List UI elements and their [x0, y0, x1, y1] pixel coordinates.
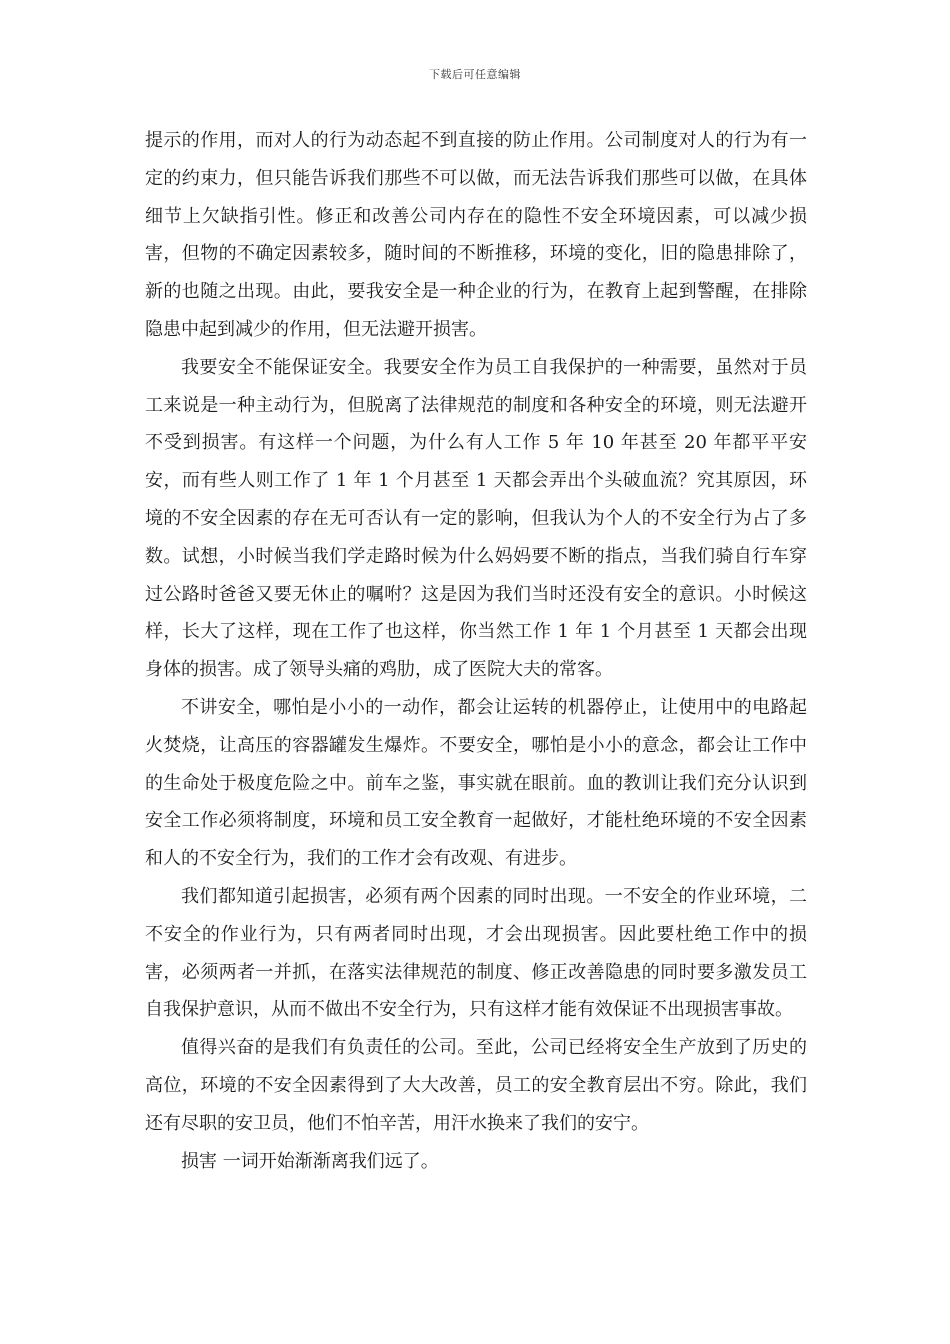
- page-header: 下载后可任意编辑: [429, 68, 521, 81]
- paragraph-continued: 提示的作用，而对人的行为动态起不到直接的防止作用。公司制度对人的行为有一定的约束力，但只能告诉我们那些不可以做，而无法告诉我们那些可以做，在具体细节上欠缺指引性。修正和改善公司内存在的隐性不安全环境因素，可以减少损害，但物的不确定因素较多，随时间的不断推移，环境的变化，旧的隐患排除了，新的也随之出现。由此，要我安全是一种企业的行为，在教育上起到警醒，在排除隐患中起到减少的作用，但无法避开损害。: [145, 130, 807, 340]
- document-body: [145, 122, 807, 1180]
- paragraph: 我要安全不能保证安全。我要安全作为员工自我保护的一种需要，虽然对于员工来说是一种主动行为，但脱离了法律规范的制度和各种安全的环境，则无法避开不受到损害。有这样一个问题，为什么有人工作 5 年 10 年甚至 20 年都平平安安，而有些人则工作了 1 年 1 个月甚至 1 天都会弄出个头破血流？究其原因，环境的不安全因素的存在无可否认有一定的影响，但我认为个人的不安全行为占了多数。试想，小时候当我们学走路时候为什么妈妈要不断的指点，当我们骑自行车穿过公路时爸爸又要无休止的嘱咐？这是因为我们当时还没有安全的意识。小时候这样，长大了这样，现在工作了也这样，你当然工作 1 年 1 个月甚至 1 天都会出现身体的损害。成了领导头痛的鸡肋，成了医院大夫的常客。: [145, 356, 807, 681]
- paragraph: 损害 一词开始渐渐离我们远了。: [181, 1150, 439, 1172]
- paragraph: 不讲安全，哪怕是小小的一动作，都会让运转的机器停止，让使用中的电路起火焚烧，让高压的容器罐发生爆炸。不要安全，哪怕是小小的意念，都会让工作中的生命处于极度危险之中。前车之鉴，事实就在眼前。血的教训让我们充分认识到安全工作必须将制度，环境和员工安全教育一起做好，才能杜绝环境的不安全因素和人的不安全行为，我们的工作才会有改观、有进步。: [145, 696, 807, 870]
- paragraph: 我们都知道引起损害，必须有两个因素的同时出现。一不安全的作业环境，二不安全的作业行为，只有两者同时出现，才会出现损害。因此要杜绝工作中的损害，必须两者一并抓，在落实法律规范的制度、修正改善隐患的同时要多激发员工自我保护意识，从而不做出不安全行为，只有这样才能有效保证不出现损害事故。: [145, 885, 807, 1021]
- paragraph: 值得兴奋的是我们有负责任的公司。至此，公司已经将安全生产放到了历史的高位，环境的不安全因素得到了大大改善，员工的安全教育层出不穷。除此，我们还有尽职的安卫员，他们不怕辛苦，用汗水换来了我们的安宁。: [145, 1037, 807, 1134]
